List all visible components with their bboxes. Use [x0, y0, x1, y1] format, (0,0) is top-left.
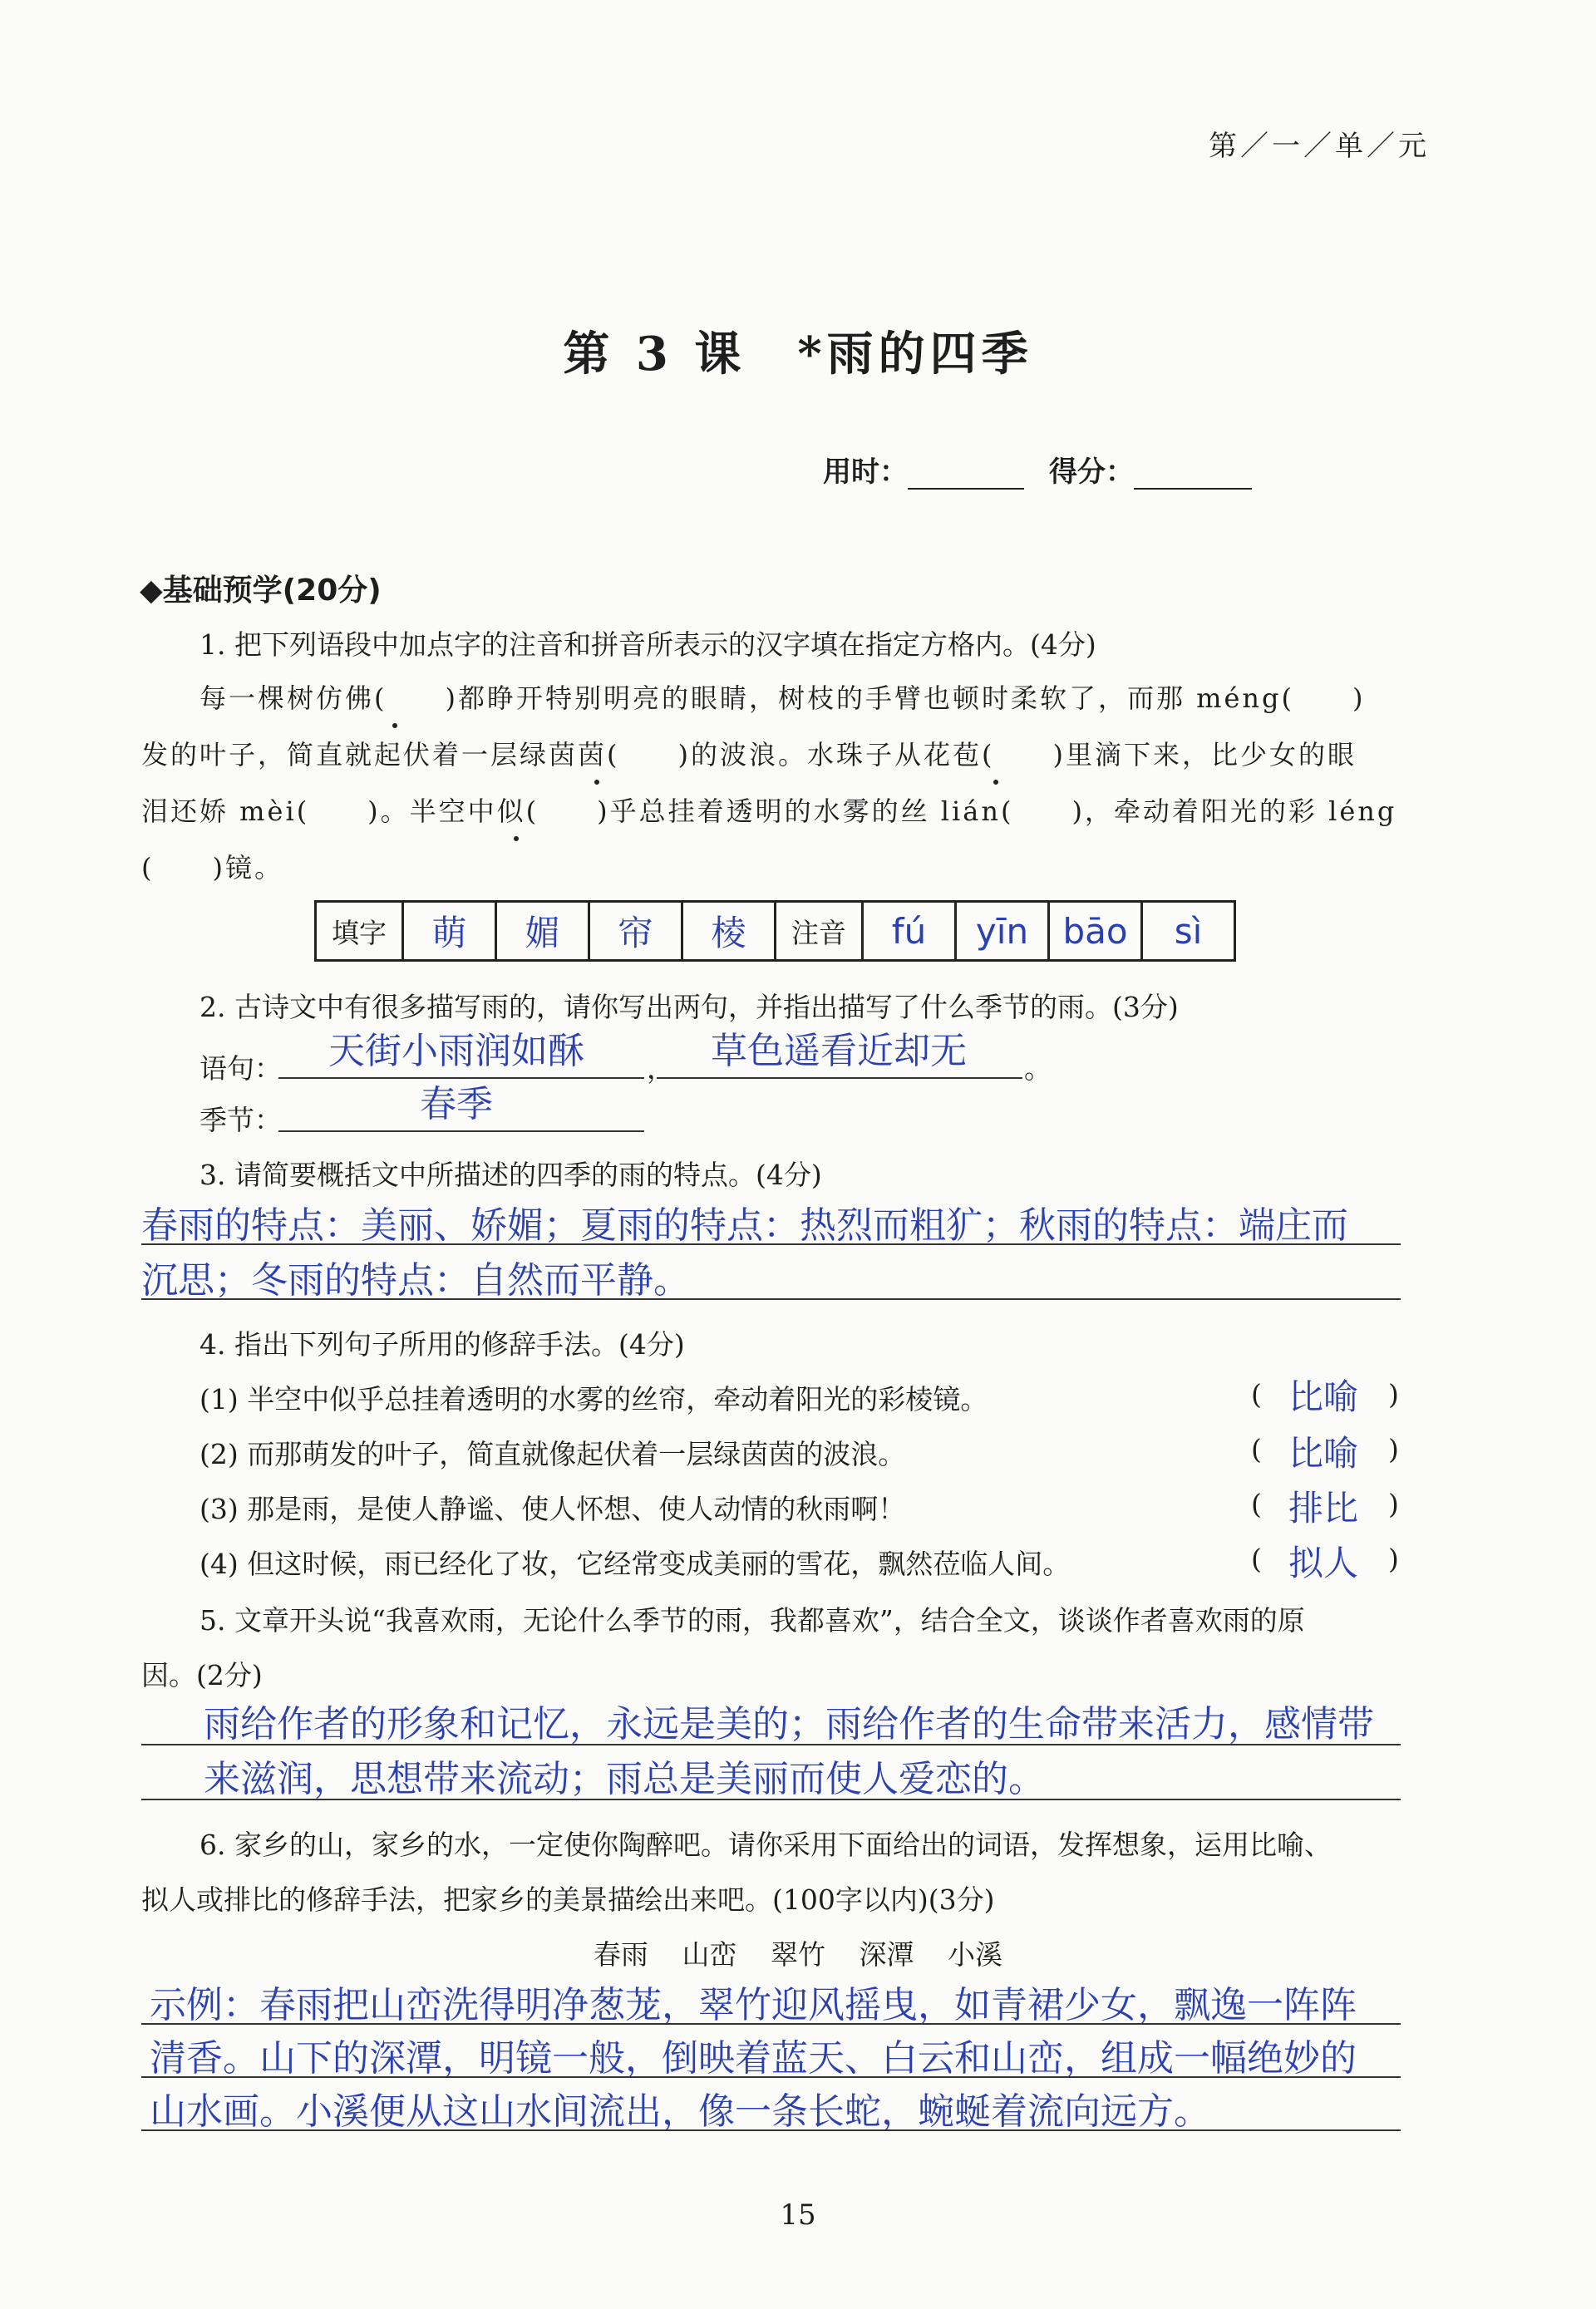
- answer-rule: [141, 1298, 1401, 1300]
- q3-answer-line1[interactable]: 春雨的特点：美丽、娇媚；夏雨的特点：热烈而粗犷；秋雨的特点：端庄而: [141, 1204, 1348, 1247]
- q6-answer-line1[interactable]: 示例：春雨把山峦洗得明净葱茏，翠竹迎风摇曳，如青裙少女，飘逸一阵阵: [150, 1984, 1357, 2026]
- paren-close: ): [1388, 1433, 1399, 1465]
- score-label: 得分：: [1049, 455, 1134, 489]
- verse2-line: [657, 1077, 1022, 1079]
- q6-stem-line2: 拟人或排比的修辞手法，把家乡的美景描绘出来吧。(100字以内)(3分): [141, 1883, 995, 1916]
- q5-answer-line1[interactable]: 雨给作者的形象和记忆，永远是美的；雨给作者的生命带来活力，感情带: [204, 1703, 1374, 1745]
- score-blank[interactable]: [1134, 460, 1252, 490]
- pinyin-label-cell: 注音: [776, 902, 863, 961]
- verse1-answer[interactable]: 天街小雨润如酥: [328, 1030, 584, 1072]
- emphasis-dot: [594, 780, 599, 785]
- lesson-title: 第 3 课 *雨的四季: [563, 327, 1033, 382]
- q4-item4: (4) 但这时候，雨已经化了妆，它经常变成美丽的雪花，飘然莅临人间。: [200, 1548, 1071, 1580]
- emphasis-dot: [993, 780, 998, 785]
- paren-open: (: [1251, 1378, 1262, 1411]
- q4-answer1[interactable]: 比喻: [1288, 1376, 1359, 1417]
- q4-answer4[interactable]: 拟人: [1288, 1543, 1359, 1583]
- page-number: 15: [780, 2198, 816, 2232]
- answer-rule: [141, 2023, 1401, 2025]
- verse2-answer[interactable]: 草色遥看近却无: [711, 1030, 967, 1072]
- paren-close: ): [1388, 1378, 1399, 1411]
- q5-answer-line2[interactable]: 来滋润，思想带来流动；雨总是美丽而使人爱恋的。: [204, 1758, 1045, 1800]
- season-line: [278, 1130, 644, 1132]
- q3-stem: 3. 请简要概括文中所描述的四季的雨的特点。(4分): [200, 1159, 822, 1191]
- pinyin-answer-cell[interactable]: bāo: [1049, 902, 1142, 961]
- q1-passage-line1: 每一棵树仿佛( )都睁开特别明亮的眼睛，树枝的手臂也顿时柔软了，而那 méng( ): [200, 682, 1366, 714]
- score-field: [1049, 449, 1252, 490]
- fill-answer-cell[interactable]: 萌: [403, 902, 496, 961]
- q4-item1: (1) 半空中似乎总挂着透明的水雾的丝帘，牵动着阳光的彩棱镜。: [200, 1383, 988, 1415]
- q6-answer-line3[interactable]: 山水画。小溪便从这山水间流出，像一条长蛇，蜿蜒着流向远方。: [150, 2090, 1210, 2133]
- verse-period: 。: [1024, 1052, 1052, 1085]
- verse-comma: ，: [647, 1052, 674, 1085]
- paren-close: ): [1388, 1543, 1399, 1575]
- season-answer[interactable]: 春季: [420, 1083, 493, 1125]
- emphasis-dot: [392, 723, 397, 728]
- time-field: [823, 449, 1024, 490]
- q1-stem: 1. 把下列语段中加点字的注音和拼音所表示的汉字填在指定方格内。(4分): [200, 628, 1096, 661]
- q2-season-label: 季节：: [200, 1104, 282, 1136]
- answer-rule: [141, 1744, 1401, 1745]
- answer-rule: [141, 1799, 1401, 1800]
- answer-rule: [141, 1243, 1401, 1245]
- fill-answer-cell[interactable]: 棱: [682, 902, 776, 961]
- q3-answer-line2[interactable]: 沉思；冬雨的特点：自然而平静。: [141, 1259, 690, 1302]
- paren-open: (: [1251, 1488, 1262, 1520]
- q6-answer-line2[interactable]: 清香。山下的深潭，明镜一般，倒映着蓝天、白云和山峦，组成一幅绝妙的: [150, 2037, 1357, 2080]
- unit-header: 第／一／单／元: [1209, 130, 1430, 163]
- q5-stem-line2: 因。(2分): [141, 1659, 263, 1691]
- q4-item2: (2) 而那萌发的叶子，简直就像起伏着一层绿茵茵的波浪。: [200, 1438, 906, 1470]
- q4-answer2[interactable]: 比喻: [1288, 1433, 1359, 1474]
- paren-open: (: [1251, 1543, 1262, 1575]
- paren-close: ): [1388, 1488, 1399, 1520]
- fill-answer-cell[interactable]: 媚: [496, 902, 589, 961]
- answer-rule: [141, 2129, 1401, 2131]
- answer-rule: [141, 2076, 1401, 2078]
- q1-passage-line3: 泪还娇 mèi( )。半空中似( )乎总挂着透明的水雾的丝 lián( )，牵动着阳光的彩 léng: [141, 795, 1397, 827]
- fill-answer-cell[interactable]: 帘: [589, 902, 682, 961]
- q2-verse-label: 语句：: [200, 1052, 282, 1085]
- q2-stem: 2. 古诗文中有很多描写雨的，请你写出两句，并指出描写了什么季节的雨。(3分): [200, 991, 1179, 1023]
- q6-stem-line1: 6. 家乡的山，家乡的水，一定使你陶醉吧。请你采用下面给出的词语，发挥想象，运用比喻、: [200, 1829, 1332, 1861]
- q1-passage-line4: ( )镜。: [141, 852, 283, 884]
- time-label: 用时：: [823, 455, 908, 489]
- paren-open: (: [1251, 1433, 1262, 1465]
- q4-item3: (3) 那是雨，是使人静谧、使人怀想、使人动情的秋雨啊！: [200, 1493, 906, 1525]
- pinyin-answer-cell[interactable]: sì: [1142, 902, 1235, 961]
- q4-answer3[interactable]: 排比: [1288, 1488, 1359, 1529]
- q5-stem-line1: 5. 文章开头说“我喜欢雨，无论什么季节的雨，我都喜欢”，结合全文，谈谈作者喜欢雨的原: [200, 1604, 1305, 1637]
- time-blank[interactable]: [908, 460, 1024, 490]
- section-heading: ◆基础预学(20分): [140, 574, 382, 608]
- pinyin-answer-cell[interactable]: yīn: [956, 902, 1049, 961]
- emphasis-dot: [514, 836, 519, 841]
- pinyin-answer-cell[interactable]: fú: [863, 902, 956, 961]
- q6-word-list: 春雨 山峦 翠竹 深潭 小溪: [594, 1938, 1002, 1971]
- q4-stem: 4. 指出下列句子所用的修辞手法。(4分): [200, 1328, 685, 1361]
- answer-grid: [314, 900, 1236, 962]
- fill-label-cell: 填字: [316, 902, 403, 961]
- q1-passage-line2: 发的叶子，简直就起伏着一层绿茵茵( )的波浪。水珠子从花苞( )里滴下来，比少女的眼: [141, 739, 1357, 770]
